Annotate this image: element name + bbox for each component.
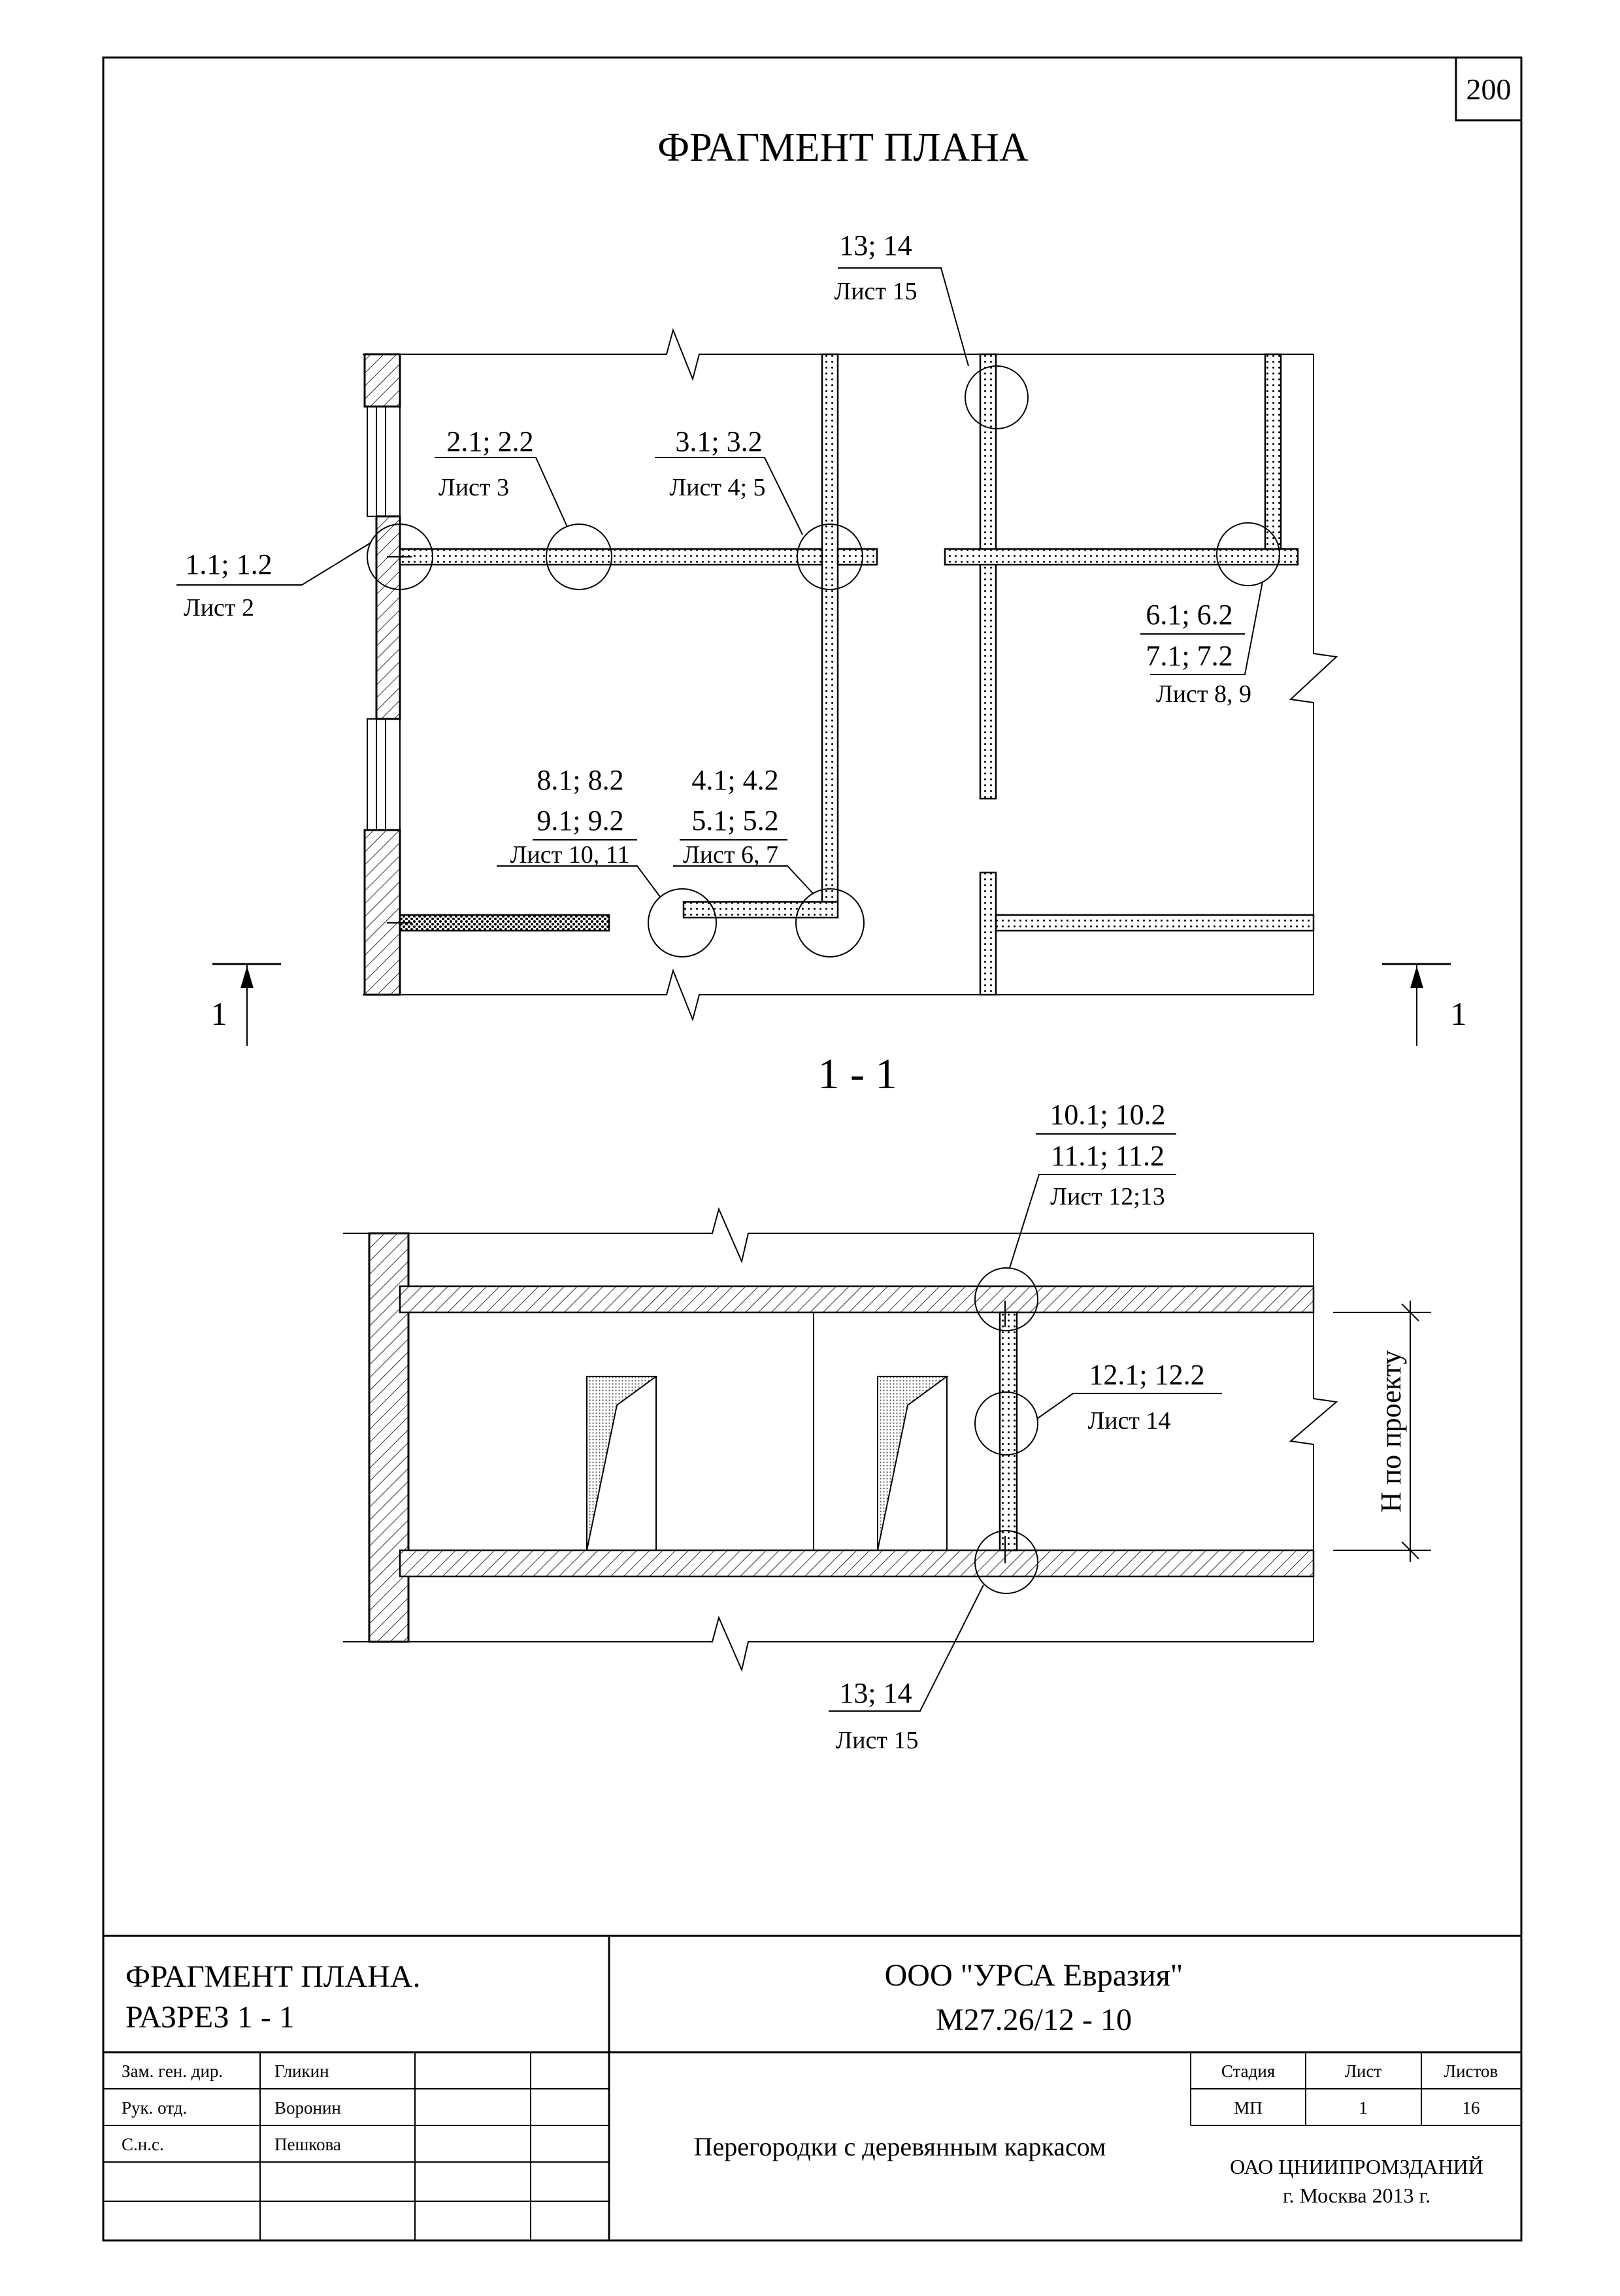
tb-sheet-header: Лист — [1344, 2061, 1382, 2081]
tb-name-2: Воронин — [274, 2098, 341, 2118]
title-block — [103, 1936, 1521, 2240]
callout-6-sheet: Лист 8, 9 — [1155, 680, 1252, 708]
tb-sheets-total: 16 — [1462, 2098, 1480, 2118]
section-marker-right — [1382, 964, 1467, 1046]
tb-drawing-title-2: РАЗРЕЗ 1 - 1 — [125, 2000, 295, 2035]
exterior-wall-segment — [376, 516, 400, 719]
callout-8-line2: 9.1; 9.2 — [537, 805, 624, 837]
sheet-frame — [103, 58, 1521, 2240]
section-marker-left-label: 1 — [210, 995, 227, 1032]
callout-8-sheet: Лист 10, 11 — [510, 841, 630, 869]
partition-dense — [400, 915, 609, 931]
section-callout-10-line2: 11.1; 11.2 — [1051, 1140, 1165, 1172]
tb-role-3: С.н.с. — [122, 2135, 164, 2154]
section-callout-10-sheet: Лист 12;13 — [1050, 1183, 1165, 1210]
tb-sheets-header: Листов — [1444, 2061, 1498, 2081]
door-1 — [587, 1376, 656, 1550]
callout-2-sheet: Лист 3 — [438, 474, 510, 501]
partition-horizontal-3 — [996, 915, 1314, 931]
callout-13-line1: 13; 14 — [839, 229, 912, 261]
tb-code: М27.26/12 - 10 — [936, 2003, 1132, 2037]
leader-4 — [673, 866, 814, 894]
section-callout-10-line1: 10.1; 10.2 — [1050, 1099, 1166, 1131]
drawing-title: ФРАГМЕНТ ПЛАНА — [657, 125, 1029, 170]
section-title: 1 - 1 — [818, 1050, 897, 1098]
callout-3-sheet: Лист 4; 5 — [669, 474, 766, 501]
door-2 — [878, 1376, 947, 1550]
height-label: Н по проекту — [1375, 1350, 1407, 1513]
detail-circle-8 — [648, 889, 716, 957]
tb-stage-header: Стадия — [1221, 2061, 1276, 2081]
tb-org-2: г. Москва 2013 г. — [1282, 2184, 1431, 2207]
callout-6-line2: 7.1; 7.2 — [1146, 640, 1233, 672]
section-callout-13-sheet: Лист 15 — [835, 1727, 919, 1754]
callout-13-sheet: Лист 15 — [834, 278, 917, 305]
callout-1-sheet: Лист 2 — [183, 594, 255, 622]
callout-8-line1: 8.1; 8.2 — [537, 764, 624, 796]
window-opening — [367, 407, 376, 516]
section-callout-13-line1: 13; 14 — [839, 1677, 912, 1709]
slab-lower — [400, 1550, 1314, 1576]
partition-corner — [684, 902, 838, 918]
partition-stub — [838, 549, 877, 565]
tb-name-1: Гликин — [274, 2061, 329, 2081]
tb-name-3: Пешкова — [274, 2135, 341, 2154]
tb-company: ООО "УРСА Евразия" — [884, 1958, 1183, 1993]
partition-vertical-2 — [980, 354, 996, 799]
callout-2-line1: 2.1; 2.2 — [446, 425, 534, 458]
callout-6-line1: 6.1; 6.2 — [1146, 599, 1233, 631]
partition-horizontal-1 — [400, 549, 876, 565]
tb-sheet-no: 1 — [1359, 2098, 1368, 2118]
section-view — [343, 1099, 1431, 1754]
tb-description: Перегородки с деревянным каркасом — [693, 2132, 1106, 2161]
tb-drawing-title-1: ФРАГМЕНТ ПЛАНА. — [125, 1959, 421, 1994]
tb-role-2: Рук. отд. — [122, 2098, 188, 2118]
floor-plan — [176, 229, 1336, 1020]
partition-vertical-3 — [1265, 354, 1281, 549]
tb-org-1: ОАО ЦНИИПРОМЗДАНИЙ — [1230, 2155, 1483, 2178]
plan-bottom-break-line — [363, 971, 1314, 1020]
partition-horizontal-2 — [945, 549, 1298, 565]
leader-8 — [497, 866, 660, 897]
tb-role-1: Зам. ген. дир. — [122, 2061, 223, 2081]
section-marker-right-label: 1 — [1450, 995, 1467, 1032]
section-marker-left — [211, 964, 282, 1046]
callout-4-sheet: Лист 6, 7 — [682, 841, 779, 869]
section-bottom-break-line — [343, 1618, 1314, 1670]
section-top-break-line — [343, 1209, 1314, 1261]
exterior-wall-segment — [365, 830, 400, 995]
callout-4-line2: 5.1; 5.2 — [691, 805, 779, 837]
partition-vertical-4 — [980, 873, 996, 995]
exterior-wall-segment — [365, 354, 400, 407]
section-callout-12-sheet: Лист 14 — [1087, 1407, 1171, 1435]
callout-3-line1: 3.1; 3.2 — [675, 425, 763, 458]
plan-right-break-line — [1291, 354, 1336, 995]
section-partition — [1000, 1312, 1017, 1550]
section-callout-12-line1: 12.1; 12.2 — [1089, 1359, 1205, 1391]
partition-vertical-1 — [822, 354, 838, 902]
callout-4-line1: 4.1; 4.2 — [691, 764, 779, 796]
slab-upper — [400, 1286, 1314, 1312]
page-number: 200 — [1466, 73, 1512, 106]
tb-stage: МП — [1234, 2098, 1263, 2118]
window-opening — [367, 719, 376, 830]
callout-1-line1: 1.1; 1.2 — [185, 548, 273, 580]
